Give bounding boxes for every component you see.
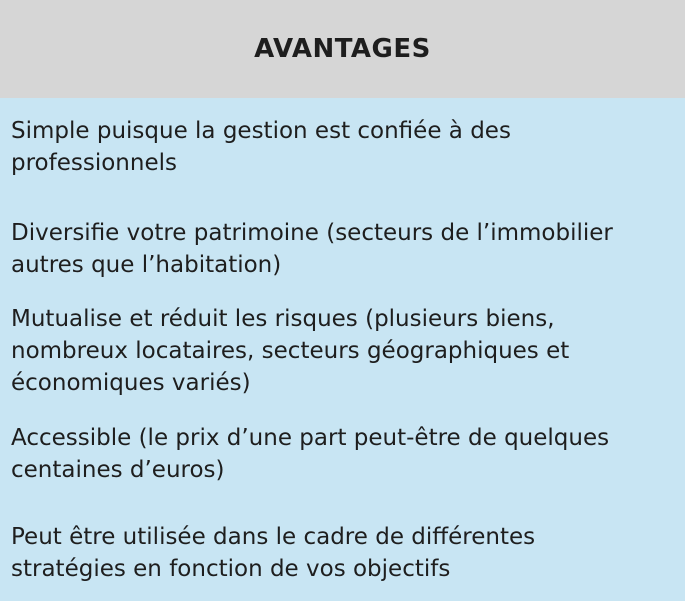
list-item: Diversifie votre patrimoine (secteurs de l’immobilier autres que l’habitation) [11, 220, 613, 278]
list-item: Simple puisque la gestion est confiée à des professionnels [11, 118, 511, 176]
list-item: Accessible (le prix d’une part peut-être de quelques centaines d’euros) [11, 425, 610, 483]
list-item: Peut être utilisée dans le cadre de différentes stratégies en fonction de vos objectifs [11, 524, 536, 582]
list-item: Mutualise et réduit les risques (plusieurs biens, nombreux locataires, secteurs géographiques et économiques variés) [11, 306, 570, 396]
panel-header [0, 0, 685, 98]
advantages-list [0, 98, 685, 601]
panel-title: AVANTAGES [254, 34, 431, 64]
